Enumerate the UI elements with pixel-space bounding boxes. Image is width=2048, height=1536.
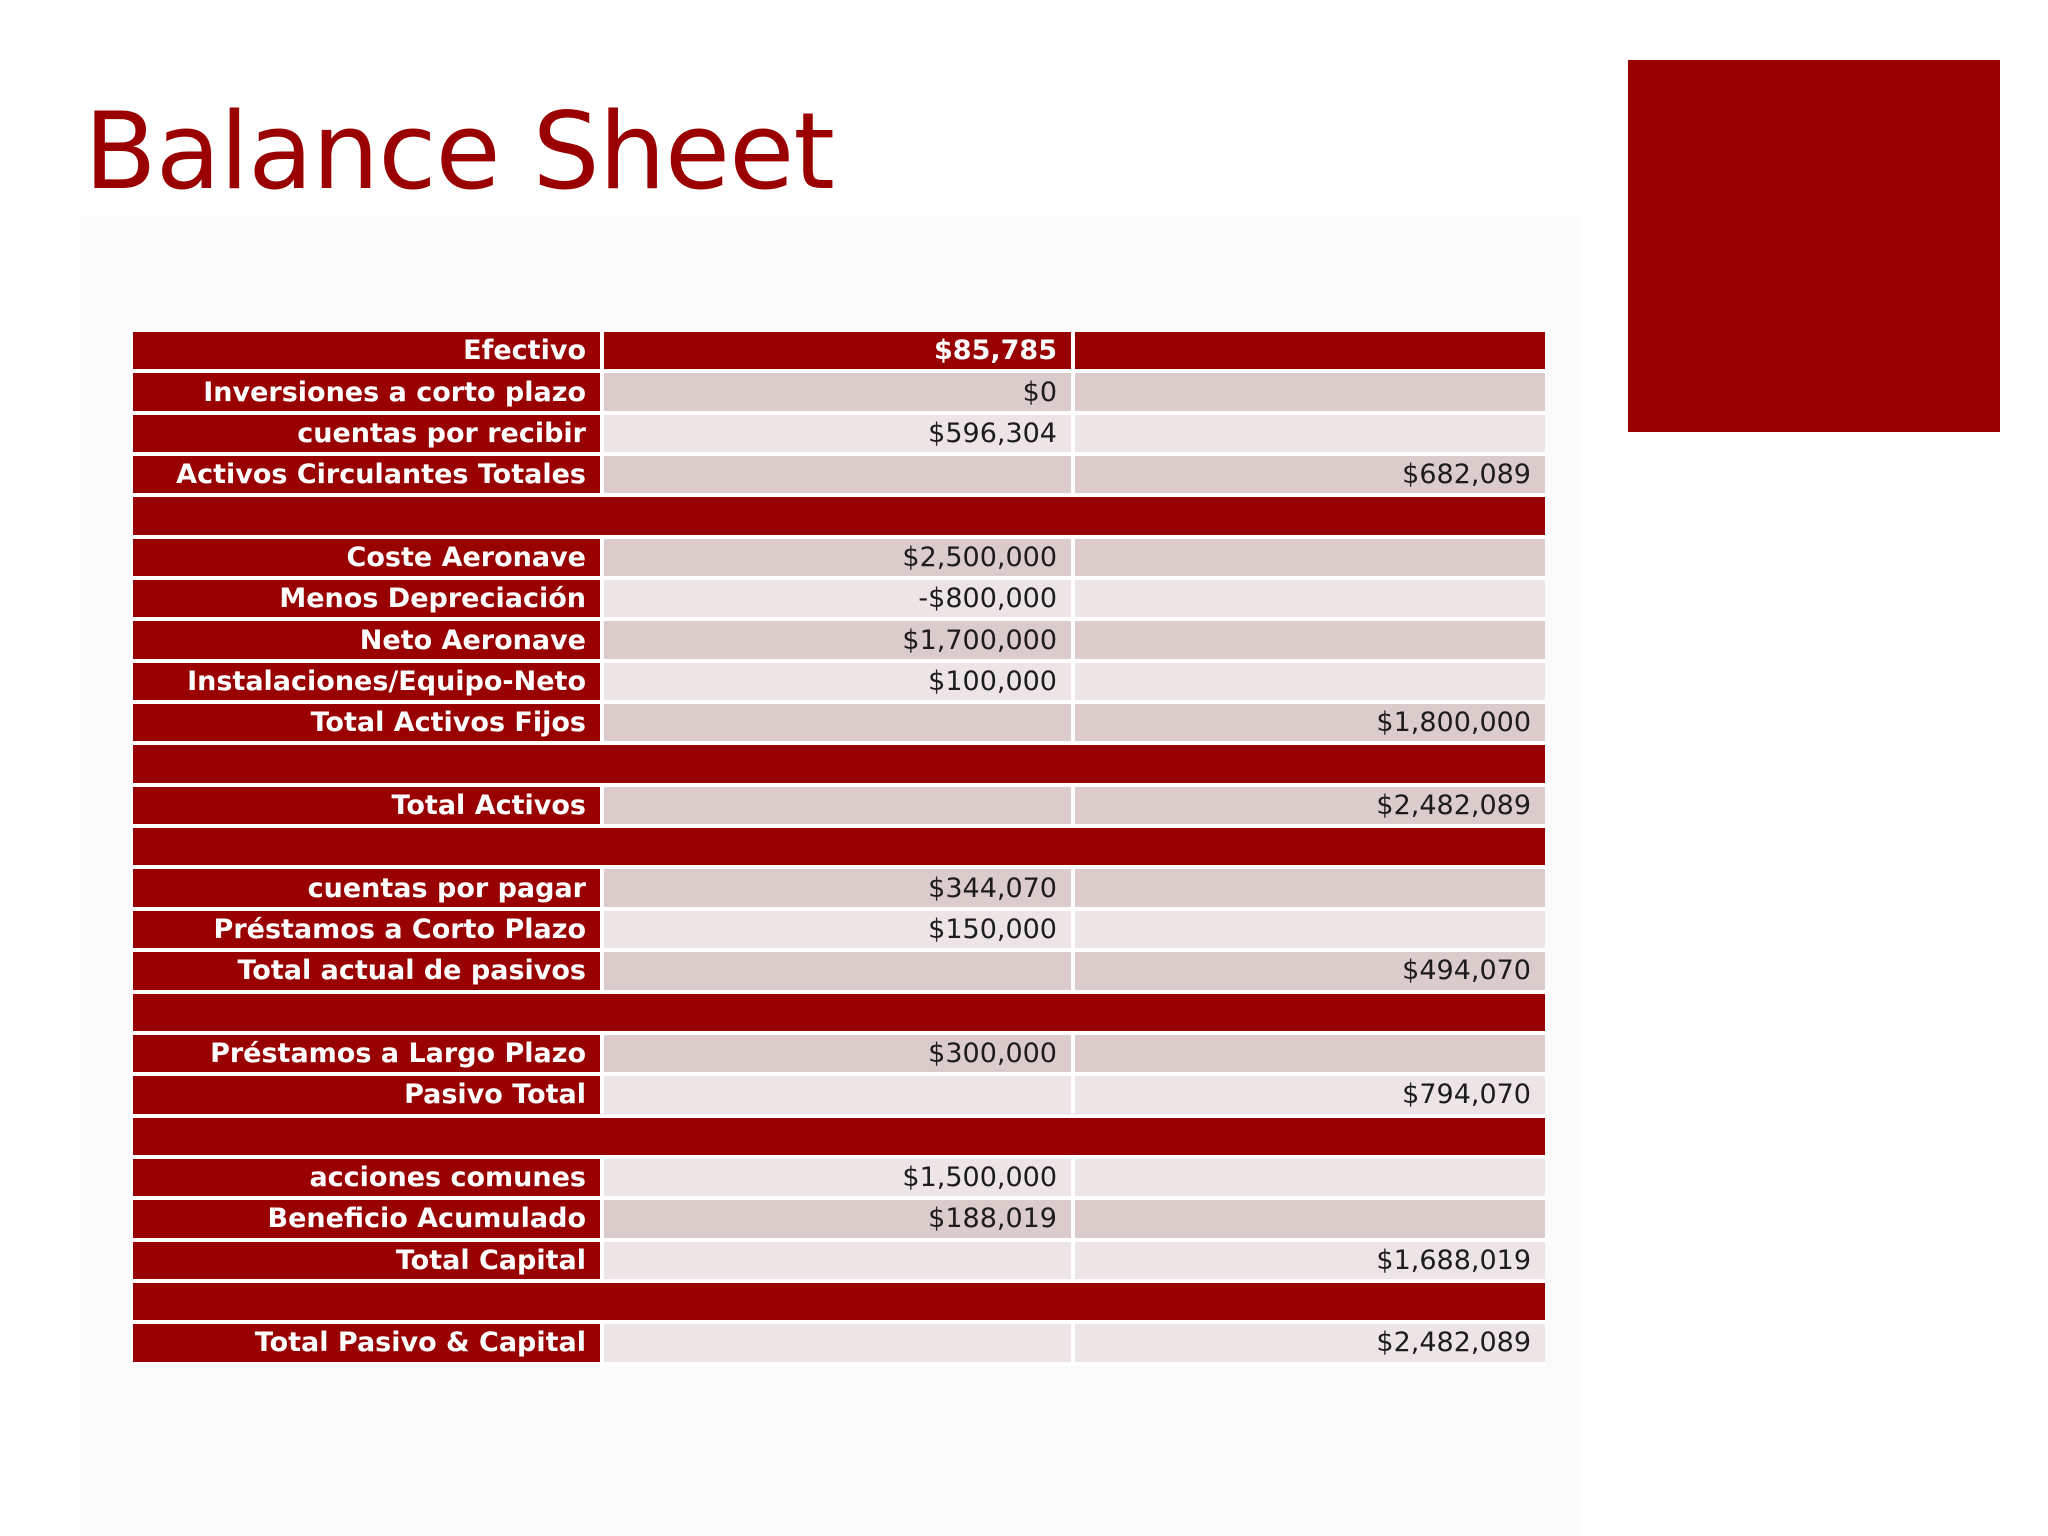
table-row [133,580,1545,621]
row-label [133,745,604,786]
row-label: Efectivo [133,332,604,373]
row-label: Total actual de pasivos [133,952,604,993]
row-label: Inversiones a corto plazo [133,373,604,414]
row-value-col1 [604,1324,1075,1365]
slide-title: Balance Sheet [84,90,834,213]
row-value-col1: $2,500,000 [604,539,1075,580]
row-value-col1 [604,704,1075,745]
row-value-col1 [604,787,1075,828]
row-value-col1: $300,000 [604,1035,1075,1076]
row-label: Pasivo Total [133,1076,604,1117]
row-value-col2 [1075,621,1545,662]
row-value-col1: $0 [604,373,1075,414]
row-value-col2: $494,070 [1075,952,1545,993]
row-value-col1: -$800,000 [604,580,1075,621]
row-value-col1: $344,070 [604,869,1075,910]
row-value-col1 [604,456,1075,497]
table-spacer-row [133,745,1545,786]
row-label: cuentas por pagar [133,869,604,910]
row-value-col1: $1,500,000 [604,1159,1075,1200]
row-value-col2: $682,089 [1075,456,1545,497]
row-value-col1 [604,1283,1075,1324]
accent-square [1628,60,2000,432]
table-row [133,621,1545,662]
table-row [133,1159,1545,1200]
table-row [133,911,1545,952]
row-value-col2 [1075,1283,1545,1324]
table-row [133,869,1545,910]
row-label: Menos Depreciación [133,580,604,621]
row-value-col2 [1075,869,1545,910]
row-label [133,1283,604,1324]
row-value-col2 [1075,415,1545,456]
table-row [133,332,1545,373]
row-value-col1 [604,952,1075,993]
row-label: Préstamos a Corto Plazo [133,911,604,952]
row-value-col2 [1075,539,1545,580]
table-row [133,373,1545,414]
row-value-col2 [1075,1118,1545,1159]
row-value-col1: $100,000 [604,663,1075,704]
row-value-col1: $1,700,000 [604,621,1075,662]
row-value-col1 [604,1076,1075,1117]
row-value-col2: $1,688,019 [1075,1242,1545,1283]
row-value-col1 [604,1242,1075,1283]
row-value-col2 [1075,663,1545,704]
row-value-col1: $150,000 [604,911,1075,952]
row-value-col2 [1075,497,1545,538]
row-value-col2 [1075,1200,1545,1241]
row-label [133,1118,604,1159]
row-value-col2 [1075,1035,1545,1076]
row-label: Total Activos Fijos [133,704,604,745]
row-value-col1: $596,304 [604,415,1075,456]
row-label: Neto Aeronave [133,621,604,662]
row-value-col1 [604,745,1075,786]
table-row [133,704,1545,745]
table-row [133,1200,1545,1241]
row-value-col1 [604,1118,1075,1159]
table-row [133,952,1545,993]
table-spacer-row [133,1283,1545,1324]
table-spacer-row [133,828,1545,869]
row-value-col1: $188,019 [604,1200,1075,1241]
row-label: Beneficio Acumulado [133,1200,604,1241]
table-spacer-row [133,497,1545,538]
row-value-col2: $1,800,000 [1075,704,1545,745]
row-label: acciones comunes [133,1159,604,1200]
row-value-col2: $794,070 [1075,1076,1545,1117]
row-label [133,994,604,1035]
row-value-col2 [1075,911,1545,952]
table-row [133,1324,1545,1365]
row-value-col2 [1075,828,1545,869]
row-label: Total Activos [133,787,604,828]
row-value-col2: $2,482,089 [1075,1324,1545,1365]
table-row [133,663,1545,704]
row-label [133,828,604,869]
row-value-col2 [1075,332,1545,373]
row-value-col1: $85,785 [604,332,1075,373]
balance-sheet-table [133,332,1545,1366]
row-value-col2: $2,482,089 [1075,787,1545,828]
row-value-col2 [1075,580,1545,621]
row-label: Coste Aeronave [133,539,604,580]
table-spacer-row [133,994,1545,1035]
row-label: Total Capital [133,1242,604,1283]
row-label: cuentas por recibir [133,415,604,456]
table-row [133,1242,1545,1283]
row-value-col1 [604,497,1075,538]
row-label: Instalaciones/Equipo-Neto [133,663,604,704]
table-row [133,1076,1545,1117]
table-row [133,787,1545,828]
row-value-col2 [1075,373,1545,414]
table-row [133,415,1545,456]
table-row [133,539,1545,580]
row-label [133,497,604,538]
row-label: Activos Circulantes Totales [133,456,604,497]
row-value-col2 [1075,745,1545,786]
table-spacer-row [133,1118,1545,1159]
row-value-col2 [1075,994,1545,1035]
row-value-col2 [1075,1159,1545,1200]
table-row [133,456,1545,497]
row-value-col1 [604,828,1075,869]
row-label: Total Pasivo & Capital [133,1324,604,1365]
row-label: Préstamos a Largo Plazo [133,1035,604,1076]
table-row [133,1035,1545,1076]
row-value-col1 [604,994,1075,1035]
